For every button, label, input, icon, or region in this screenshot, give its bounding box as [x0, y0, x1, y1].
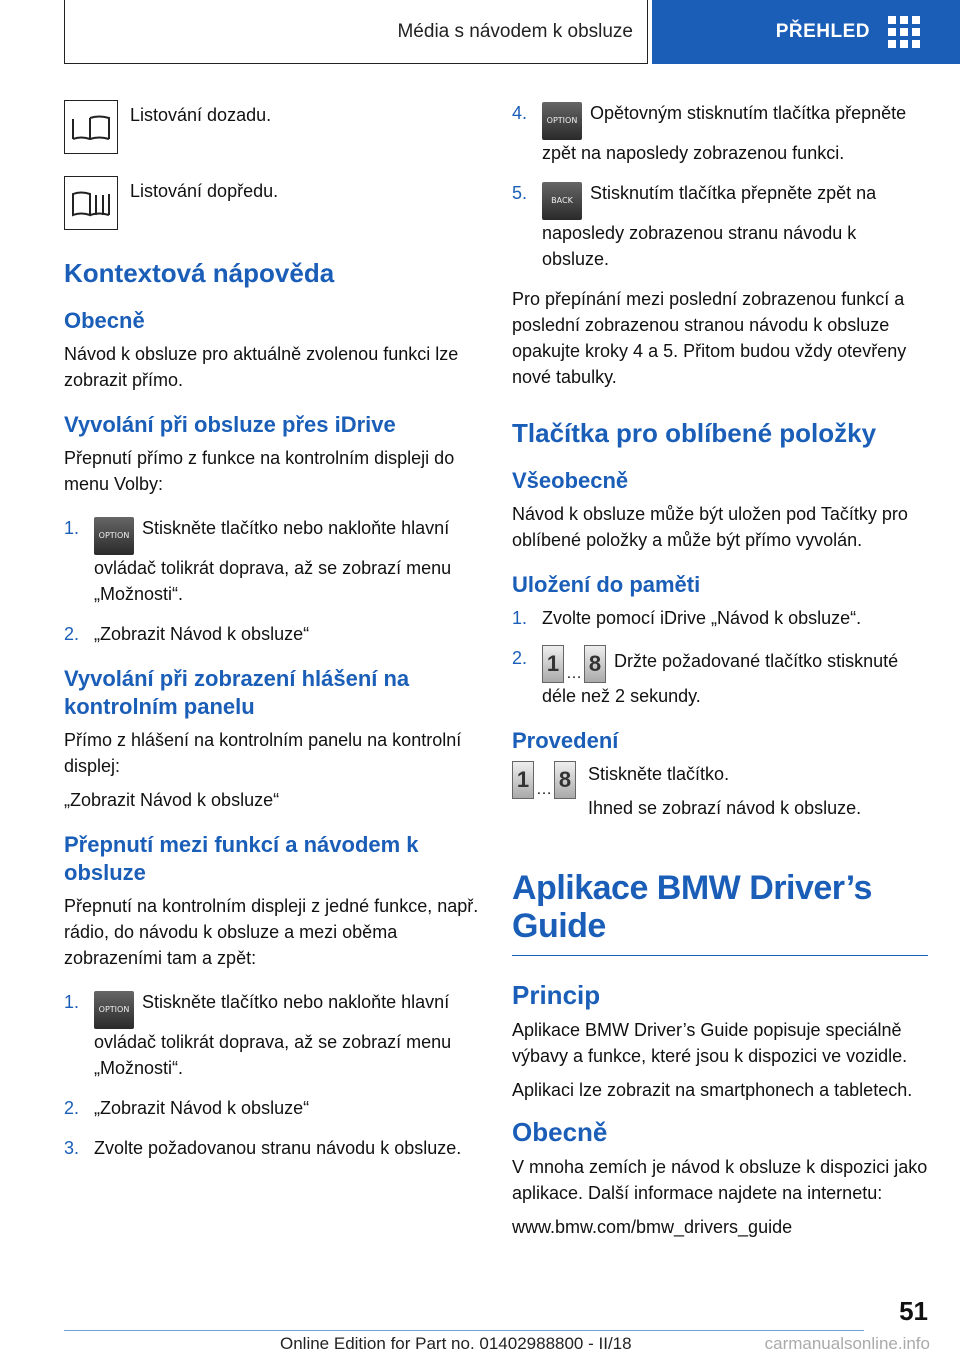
list-store [512, 605, 928, 709]
browse-back-text: Listování dozadu. [130, 105, 272, 125]
heading-principle: Princip [512, 980, 601, 1010]
heading-rule [512, 955, 928, 956]
list-item: 2. 1 … 8 Držte požadované tlačítko stisknuté déle než 2 sekundy. [512, 645, 928, 709]
heading-favorites: Tlačítka pro oblíbené položky [512, 418, 877, 448]
list-item: 1. Zvolte pomocí iDrive „Návod k obsluze“. [512, 608, 862, 628]
page-header [64, 0, 960, 64]
book-back-icon [64, 100, 118, 154]
list-item: 2. „Zobrazit Návod k obsluze“ [64, 1098, 310, 1118]
list-idrive [64, 515, 484, 647]
text-message: Přímo z hlášení na kontrolním panelu na kontrolní displej: [64, 730, 462, 776]
preset-keys-icon: 1 … 8 [512, 761, 576, 799]
option-button-icon: OPTION [542, 102, 582, 140]
list-item: 1. OPTION Stiskněte tlačítko nebo nakloňte hlavní ovládač tolikrát doprava, až se zobrazí menu „Možnosti“. [64, 992, 452, 1078]
text-message-2: „Zobrazit Návod k obsluze“ [64, 790, 280, 810]
list-item: 2. „Zobrazit Návod k obsluze“ [64, 624, 310, 644]
text-favorites: Návod k obsluze může být uložen pod Tačítky pro oblíbené položky a může být přímo vyvolán. [512, 504, 908, 550]
section-tab-label: PŘEHLED [775, 21, 870, 42]
option-button-icon: OPTION [94, 991, 134, 1029]
url-text[interactable]: www.bmw.com/bmw_drivers_guide [512, 1217, 793, 1237]
footer-edition: Online Edition for Part no. 01402988800 - II/18 [280, 1334, 632, 1353]
book-forward-icon [64, 176, 118, 230]
text-idrive: Přepnutí přímo z funkce na kontrolním displeji do menu Volby: [64, 448, 455, 494]
heading-general-3: Obecně [512, 1117, 608, 1147]
text-exec-2: Ihned se zobrazí návod k obsluze. [588, 798, 862, 818]
heading-idrive: Vyvolání při obsluze přes iDrive [64, 412, 396, 437]
text-principle: Aplikace BMW Driver’s Guide popisuje speciálně výbavy a funkce, které jsou k dispozici ve vozidle. [512, 1020, 908, 1066]
list-item: 1. OPTION Stiskněte tlačítko nebo nakloňte hlavní ovládač tolikrát doprava, až se zobrazí menu „Možnosti“. [64, 518, 452, 604]
heading-app: Aplikace BMW Driver’s Guide [512, 869, 872, 945]
browse-back-row [64, 100, 484, 154]
text-toggle: Pro přepínání mezi poslední zobrazenou funkcí a poslední zobrazenou stranou návodu k obsluze opakujte kroky 4 a 5. Přitom budou vždy otevřeny nové tabulky. [512, 289, 907, 387]
list-switch [64, 989, 484, 1161]
list-item: 3. Zvolte požadovanou stranu návodu k obsluze. [64, 1138, 462, 1158]
heading-execution: Provedení [512, 728, 619, 753]
section-tab[interactable] [652, 0, 960, 64]
heading-store: Uložení do paměti [512, 572, 701, 597]
heading-general-2: Všeobecně [512, 468, 629, 493]
footer-rule [64, 1330, 864, 1331]
right-column [512, 100, 928, 1248]
execution-row [512, 761, 928, 829]
list-steps-4-5 [512, 100, 928, 272]
text-general-3: V mnoha zemích je návod k obsluze k dispozici jako aplikace. Další informace najdete na internetu: [512, 1157, 928, 1203]
option-button-icon: OPTION [94, 517, 134, 555]
preset-keys-icon: 1 … 8 [542, 645, 606, 683]
section-title: Média s návodem k obsluze [64, 0, 648, 64]
text-exec-1: Stiskněte tlačítko. [588, 764, 730, 784]
grid-icon [888, 16, 920, 48]
heading-switch: Přepnutí mezi funkcí a návodem k obsluze [64, 832, 419, 885]
text-principle-2: Aplikaci lze zobrazit na smartphonech a tabletech. [512, 1080, 913, 1100]
text-switch: Přepnutí na kontrolním displeji z jedné funkce, např. rádio, do návodu k obsluze a mezi oběma zobrazeními tam a zpět: [64, 896, 479, 968]
browse-forward-text: Listování dopředu. [130, 181, 279, 201]
text-general: Návod k obsluze pro aktuálně zvolenou funkci lze zobrazit přímo. [64, 344, 459, 390]
back-button-icon: BACK [542, 182, 582, 220]
left-column [64, 100, 484, 1175]
heading-general: Obecně [64, 308, 145, 333]
list-item: 4. OPTION Opětovným stisknutím tlačítka přepněte zpět na naposledy zobrazenou funkci. [512, 103, 907, 163]
watermark: carmanualsonline.info [764, 1334, 930, 1353]
browse-forward-row [64, 176, 484, 230]
page-number: 51 [899, 1296, 928, 1326]
heading-message: Vyvolání při zobrazení hlášení na kontrolním panelu [64, 666, 410, 719]
list-item: 5. BACK Stisknutím tlačítka přepněte zpět na naposledy zobrazenou stranu návodu k obsluze. [512, 183, 877, 269]
heading-context-help: Kontextová nápověda [64, 258, 335, 288]
